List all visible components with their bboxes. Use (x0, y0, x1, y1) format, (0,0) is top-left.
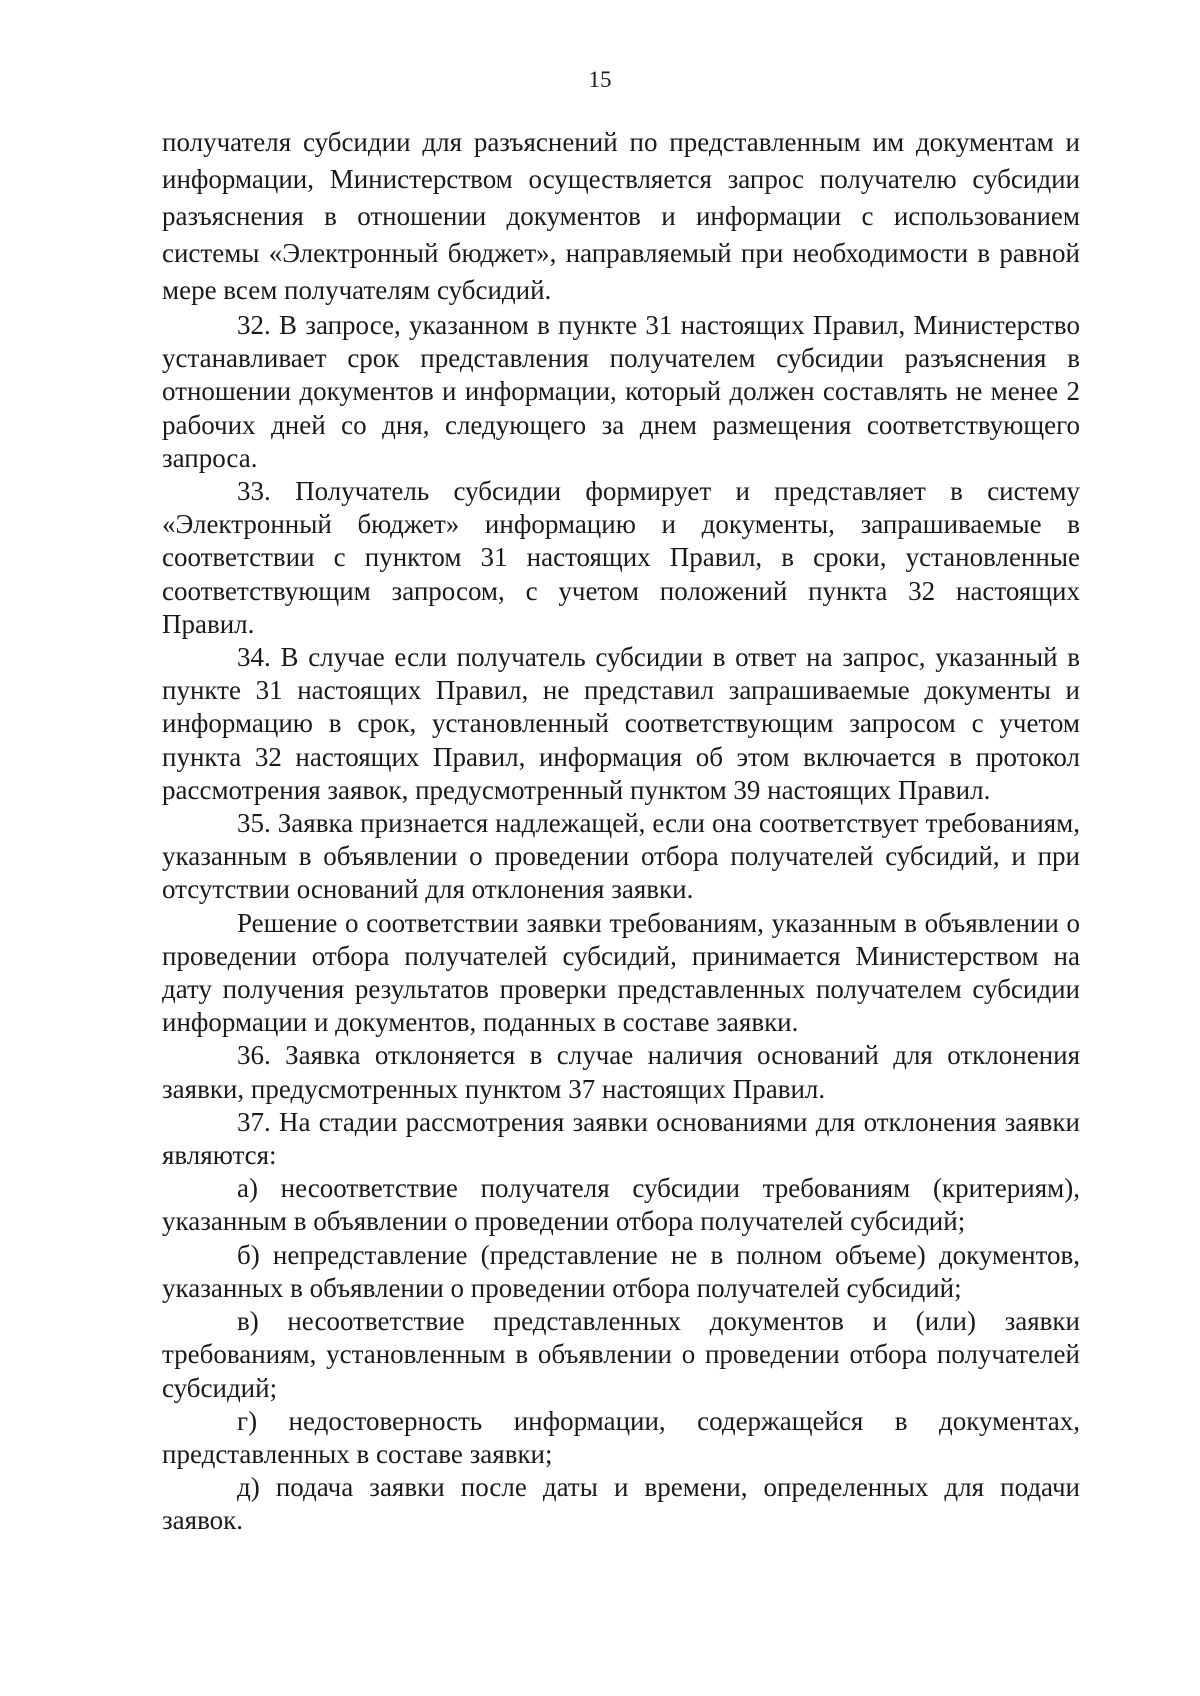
list-item-a: а) несоответствие получателя субсидии требованиям (критериям), указанным в объявлении о проведении отбора получателей субсидий; (162, 1173, 1080, 1237)
document-body (162, 124, 1080, 1538)
paragraph-35: 35. Заявка признается надлежащей, если она соответствует требованиям, указанным в объявлении о проведении отбора получателей субсидий, и при отсутствии оснований для отклонения заявки. (162, 808, 1080, 905)
paragraph-32: 32. В запросе, указанном в пункте 31 настоящих Правил, Министерство устанавливает срок представления получателем субсидии разъяснения в отношении документов и информации, который должен составлять не менее 2 рабочих дней со дня, следующего за днем размещения соответствующего запроса. (162, 310, 1080, 473)
paragraph-37: 37. На стадии рассмотрения заявки основаниями для отклонения заявки являются: (162, 1106, 1080, 1171)
list-item-g: г) недостоверность информации, содержащейся в документах, представленных в составе заявки; (162, 1405, 1080, 1469)
paragraph-36: 36. Заявка отклоняется в случае наличия оснований для отклонения заявки, предусмотренных пунктом 37 настоящих Правил. (162, 1040, 1080, 1104)
page-number: 15 (588, 67, 612, 92)
list-item-d: д) подача заявки после даты и времени, определенных для подачи заявок. (162, 1472, 1080, 1536)
list-item-b: б) непредставление (представление не в полном объеме) документов, указанных в объявлении о проведении отбора получателей субсидий; (162, 1239, 1080, 1303)
paragraph-34: 34. В случае если получатель субсидии в ответ на запрос, указанный в пункте 31 настоящих Правил, не представил запрашиваемые документы и информацию в срок, установленный соответствующим запросом с учетом пункта 32 настоящих Правил, информация об этом включается в протокол рассмотрения заявок, предусмотренный пунктом 39 настоящих Правил. (162, 642, 1080, 805)
list-item-v: в) несоответствие представленных документов и (или) заявки требованиям, установленным в объявлении о проведении отбора получателей субсидий; (162, 1306, 1080, 1403)
paragraph-31-continuation: получателя субсидии для разъяснений по представленным им документам и информации, Министерством осуществляется запрос получателю субсидии разъяснения в отношении документов и информации с использованием системы «Электронный бюджет», направляемый при необходимости в равной мере всем получателям субсидий. (162, 127, 1080, 305)
paragraph-33: 33. Получатель субсидии формирует и представляет в систему «Электронный бюджет» информацию и документы, запрашиваемые в соответствии с пунктом 31 настоящих Правил, в сроки, установленные соответствующим запросом, с учетом положений пункта 32 настоящих Правил. (162, 476, 1080, 639)
paragraph-35-decision: Решение о соответствии заявки требованиям, указанным в объявлении о проведении отбора получателей субсидий, принимается Министерством на дату получения результатов проверки представленных получателем субсидии информации и документов, поданных в составе заявки. (162, 907, 1080, 1038)
